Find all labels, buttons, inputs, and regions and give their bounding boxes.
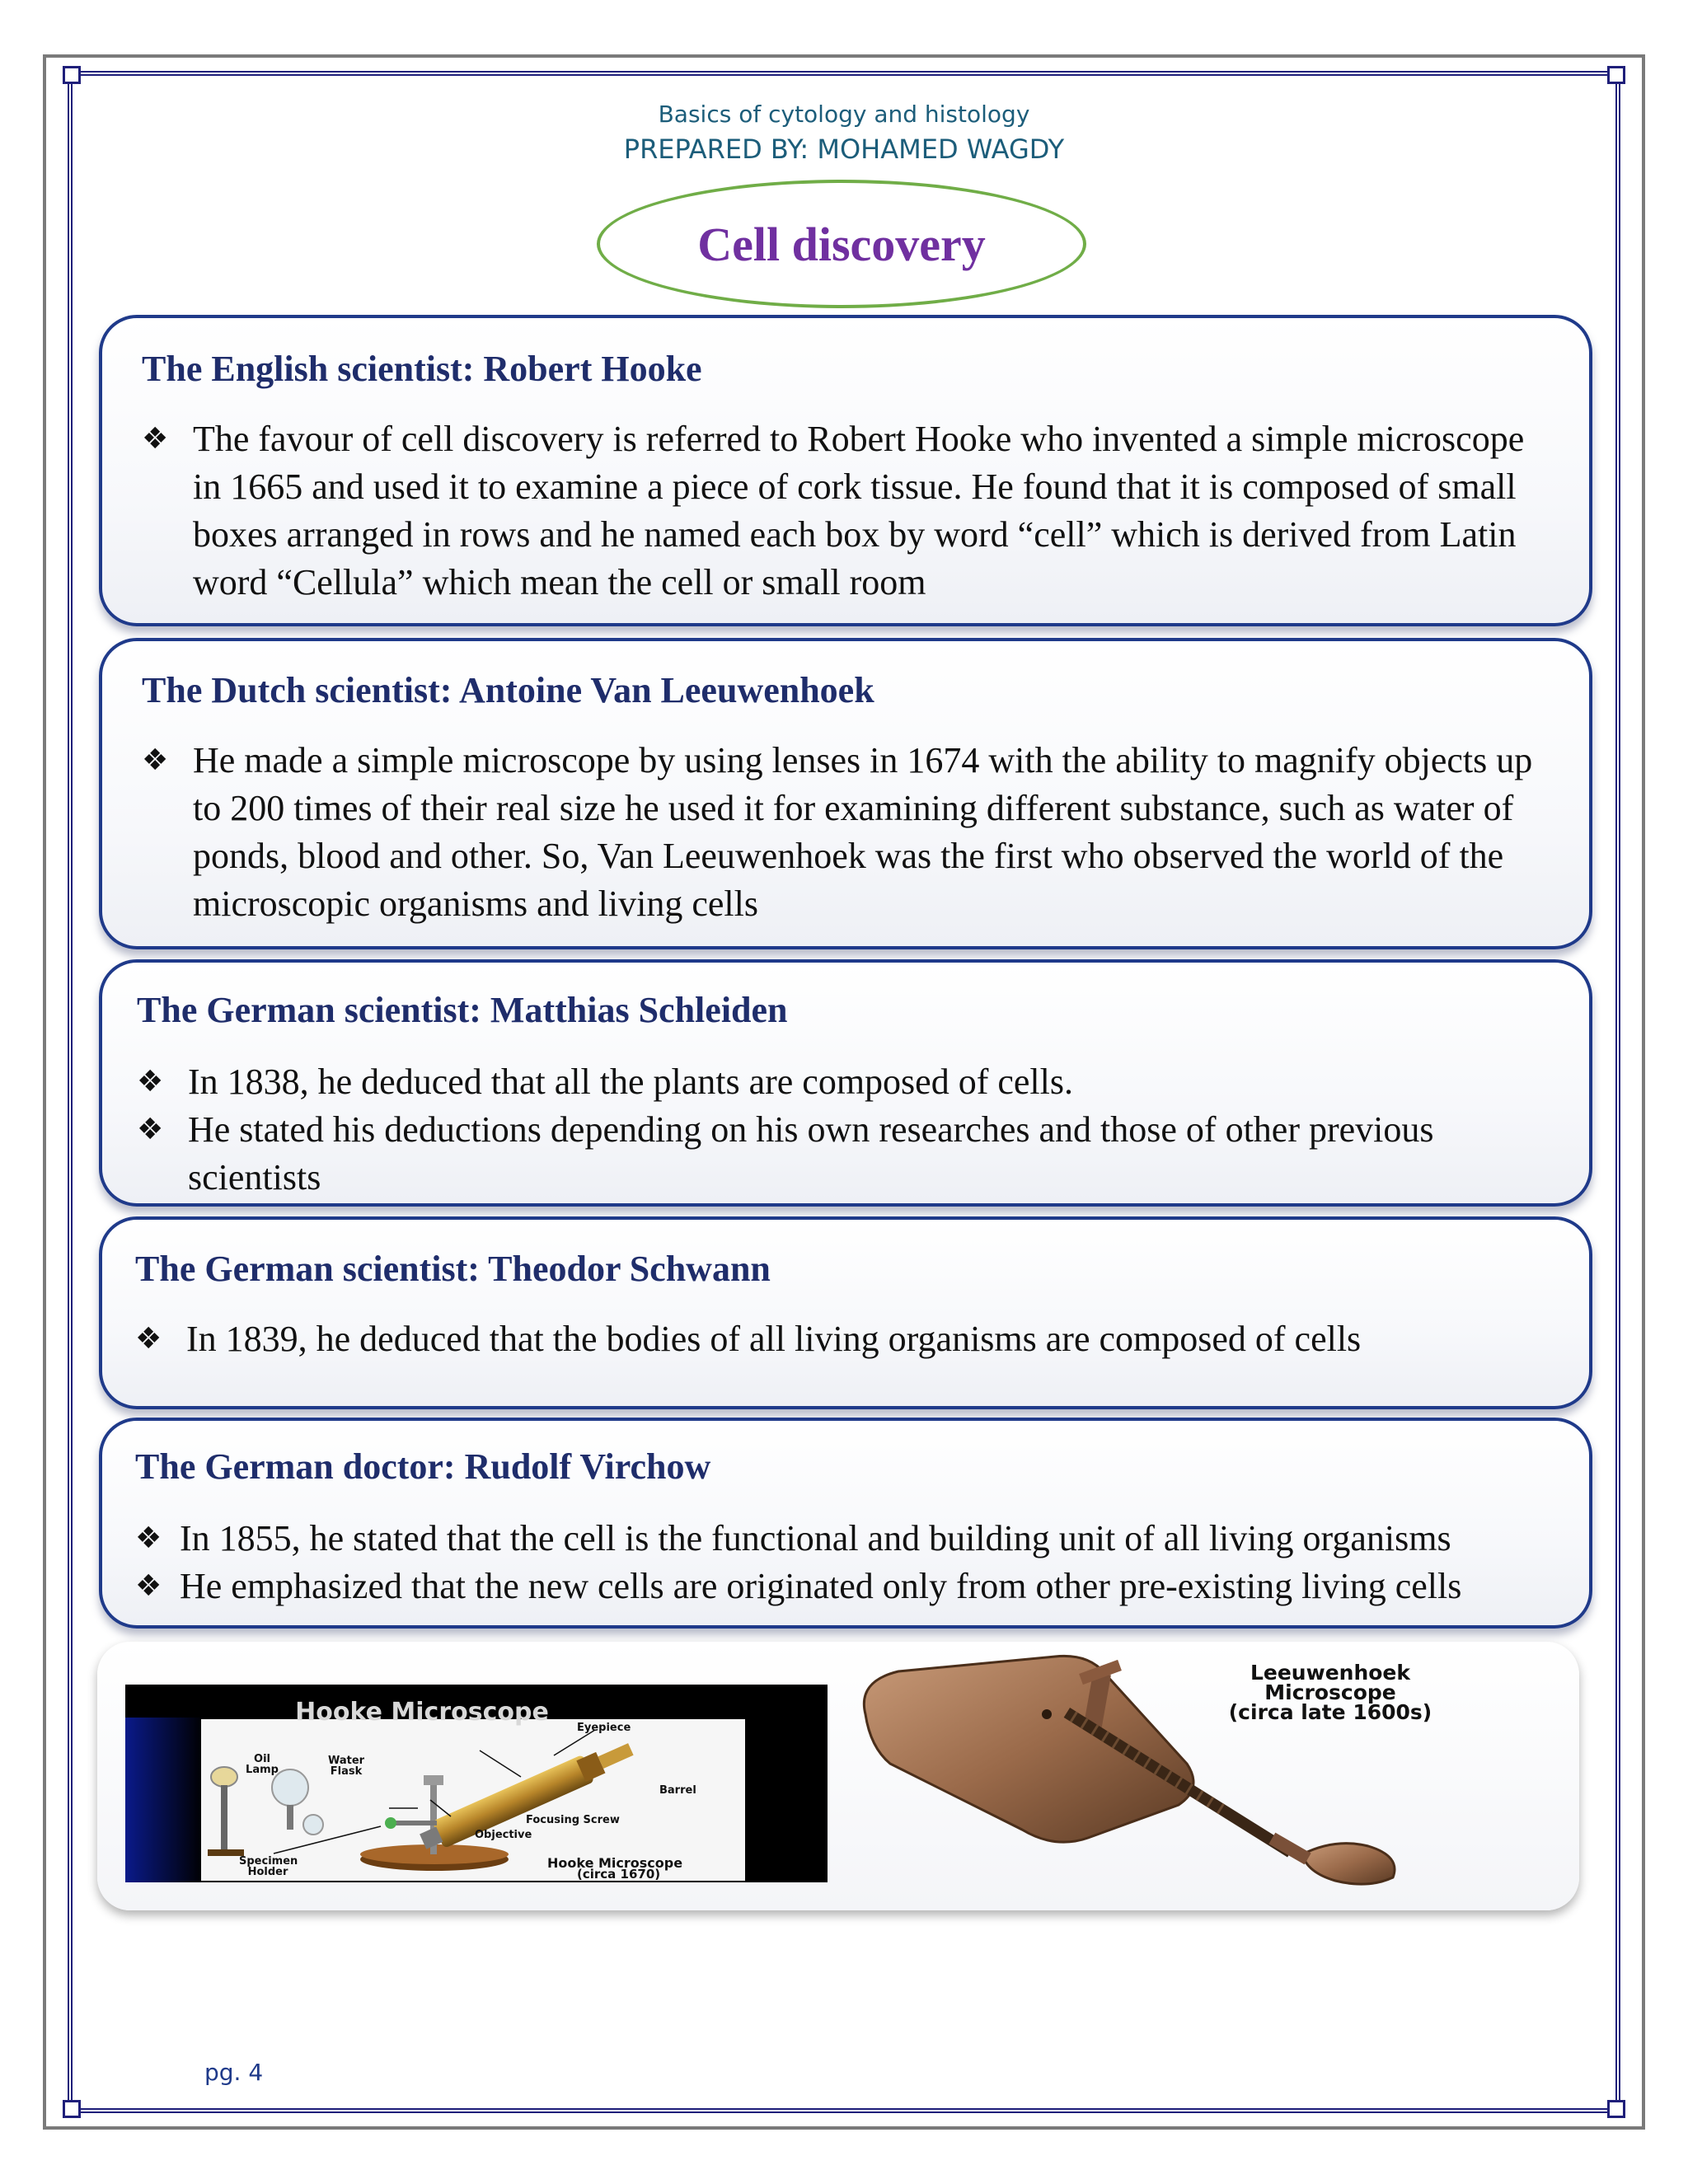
diamond-bullet-icon: ❖ xyxy=(135,1322,162,1356)
bullet-text: In 1838, he deduced that all the plants are composed of cells. xyxy=(188,1062,1073,1102)
frame-corner-bottom-left xyxy=(63,2100,81,2118)
bullet-item xyxy=(135,1563,1573,1610)
section-matthias-schleiden xyxy=(99,959,1592,1207)
leeuwenhoek-label-line1: Leeuwenhoek xyxy=(1250,1661,1411,1685)
leeuwenhoek-label-line2: Microscope xyxy=(1264,1680,1396,1704)
frame-corner-bottom-right xyxy=(1607,2100,1625,2118)
diamond-bullet-icon: ❖ xyxy=(142,743,169,777)
bullet-item xyxy=(137,1106,1556,1202)
section-rudolf-virchow xyxy=(99,1418,1592,1629)
hooke-figure-title: Hooke Microscope xyxy=(295,1698,549,1727)
bullet-text: He stated his deductions depending on his own researches and those of other previous scientists xyxy=(188,1109,1434,1197)
page-title: Cell discovery xyxy=(697,217,986,271)
section-theodor-schwann xyxy=(99,1216,1592,1409)
bullet-item xyxy=(142,415,1556,607)
label-focusing-screw: Focusing Screw xyxy=(526,1814,620,1826)
hooke-figure-caption: Hooke Microscope xyxy=(547,1855,683,1871)
leeuwenhoek-label-line3: (circa late 1600s) xyxy=(1228,1700,1432,1724)
diamond-bullet-icon: ❖ xyxy=(135,1521,162,1555)
bullet-text: The favour of cell discovery is referred to Robert Hooke who invented a simple microscope in 1665 and used it to examine a piece of cork tissue. He found that it is composed of small boxes arranged in rows and he named each box by word “cell” which is derived from Latin word “Cellula” which mean the cell or small room xyxy=(193,419,1525,602)
bullet-item xyxy=(135,1515,1573,1563)
author-line: PREPARED BY: MOHAMED WAGDY xyxy=(623,134,1065,165)
bullet-text: In 1855, he stated that the cell is the functional and building unit of all living organisms xyxy=(180,1518,1451,1558)
bullet-item xyxy=(142,737,1556,928)
diamond-bullet-icon: ❖ xyxy=(135,1569,162,1603)
label-objective: Objective xyxy=(475,1829,532,1841)
label-water-flask: Water Flask xyxy=(327,1755,365,1778)
label-specimen-holder: Specimen Holder xyxy=(239,1855,298,1878)
section-heading: The Dutch scientist: Antoine Van Leeuwenhoek xyxy=(142,670,874,710)
section-heading: The English scientist: Robert Hooke xyxy=(142,349,702,389)
section-heading: The German scientist: Theodor Schwann xyxy=(135,1249,771,1289)
title-oval xyxy=(597,180,1086,308)
diamond-bullet-icon: ❖ xyxy=(137,1065,164,1099)
section-heading: The German scientist: Matthias Schleiden xyxy=(137,990,788,1030)
bullet-text: In 1839, he deduced that the bodies of all living organisms are composed of cells xyxy=(186,1319,1362,1359)
bullet-item xyxy=(135,1315,1556,1363)
hooke-figure-date: (circa 1670) xyxy=(577,1867,661,1882)
leeuwenhoek-figure-label xyxy=(1207,1663,1454,1722)
bullet-text: He emphasized that the new cells are originated only from other pre-existing living cells xyxy=(180,1566,1462,1606)
label-eyepiece: Eyepiece xyxy=(577,1722,631,1734)
diamond-bullet-icon: ❖ xyxy=(137,1113,164,1146)
section-van-leeuwenhoek xyxy=(99,638,1592,949)
bullet-item xyxy=(137,1058,1556,1106)
hooke-microscope-figure xyxy=(125,1685,828,1882)
course-title: Basics of cytology and histology xyxy=(658,101,1030,128)
diamond-bullet-icon: ❖ xyxy=(142,422,169,456)
page-number: pg. 4 xyxy=(204,2059,264,2086)
section-heading: The German doctor: Rudolf Virchow xyxy=(135,1446,711,1487)
label-barrel: Barrel xyxy=(659,1784,696,1797)
frame-corner-top-right xyxy=(1607,66,1625,84)
bullet-text: He made a simple microscope by using lenses in 1674 with the ability to magnify objects up to 200 times of their real size he used it for examining different substance, such as water of ponds, blood and other. So, Van Leeuwenhoek was the first who observed the world of the microscopic organisms and living cells xyxy=(193,740,1533,924)
label-oil-lamp: Oil Lamp xyxy=(246,1753,279,1776)
section-robert-hooke xyxy=(99,315,1592,626)
frame-corner-top-left xyxy=(63,66,81,84)
